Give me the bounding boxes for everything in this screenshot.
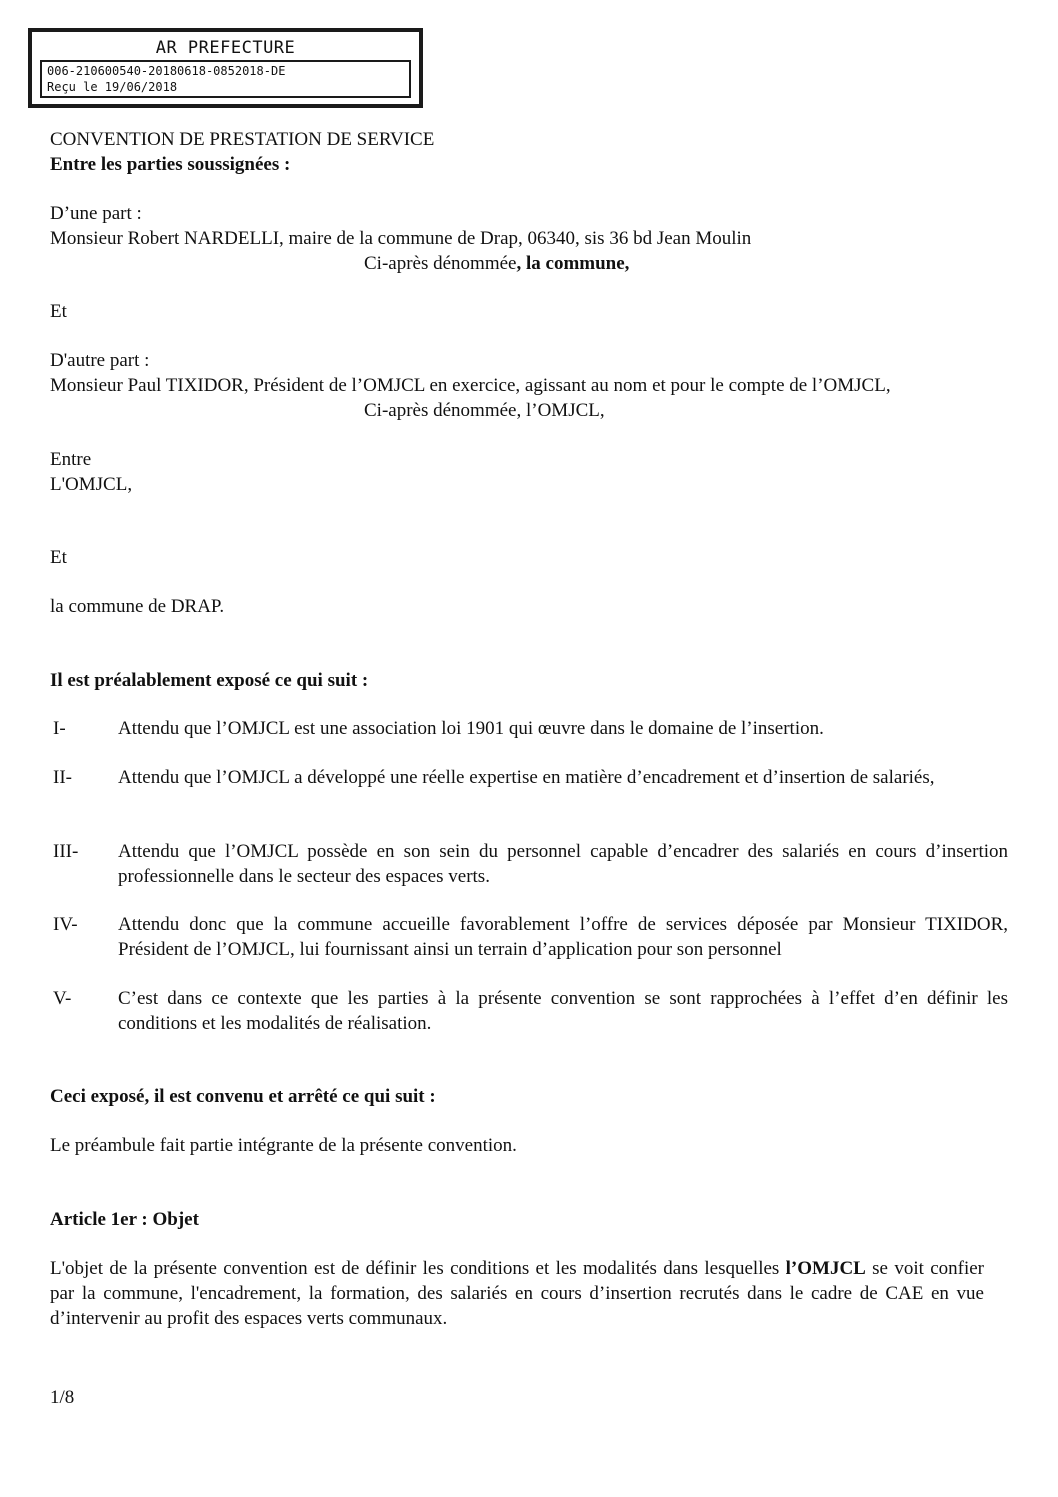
stamp-reference: 006-210600540-20180618-0852018-DE <box>47 64 286 78</box>
article-1-text-bold: l’OMJCL <box>785 1258 866 1279</box>
preamble-item-text: Attendu donc que la commune accueille favorablement l’offre de services déposée par Monsieur TIXIDOR, Président de l’OMJCL, lui fournissant ainsi un terrain d’application pour son personnel <box>118 914 1008 960</box>
commune-name: la commune de DRAP. <box>50 596 225 617</box>
parties-heading: Entre les parties soussignées : <box>50 154 291 175</box>
preamble-item-text: Attendu que l’OMJCL est une association loi 1901 qui œuvre dans le domaine de l’insertion. <box>118 718 824 739</box>
party-two-description: Monsieur Paul TIXIDOR, Président de l’OMJCL en exercice, agissant au nom et pour le compte de l’OMJCL, <box>50 375 891 396</box>
stamp-details <box>40 60 411 98</box>
preamble-item-number: III- <box>53 841 79 862</box>
party-one-designation <box>364 251 629 276</box>
et-separator-2: Et <box>50 547 67 568</box>
preamble-item-text: Attendu que l’OMJCL a développé une réelle expertise en matière d’encadrement et d’insertion de salariés, <box>118 767 935 788</box>
preamble-item-number: IV- <box>53 914 78 935</box>
stamp-title: AR PREFECTURE <box>155 38 296 58</box>
page-number: 1/8 <box>50 1387 75 1408</box>
preamble-item-number: V- <box>53 988 72 1009</box>
preamble-item-text: Attendu que l’OMJCL possède en son sein du personnel capable d’encadrer des salariés en cours d’insertion professionnelle dans le secteur des espaces verts. <box>118 841 1008 887</box>
article-1-heading: Article 1er : Objet <box>50 1209 199 1230</box>
article-1-text <box>50 1256 984 1331</box>
article-1-text-end: se voit confier par la commune, l'encadrement, la formation, des salariés en cours d’insertion recrutés dans le cadre de CAE en vue d’intervenir au profit des espaces verts communaux. <box>50 1258 984 1329</box>
agreement-heading: Ceci exposé, il est convenu et arrêté ce qui suit : <box>50 1086 436 1107</box>
prefecture-stamp <box>28 28 423 108</box>
stamp-received-date: Reçu le 19/06/2018 <box>47 80 178 94</box>
party-one-designation-prefix: Ci-après dénommée <box>364 253 517 274</box>
party-one-label: D’une part : <box>50 203 142 224</box>
between-label: Entre <box>50 449 92 470</box>
preamble-item-number: I- <box>53 718 66 739</box>
party-one-description: Monsieur Robert NARDELLI, maire de la commune de Drap, 06340, sis 36 bd Jean Moulin <box>50 228 752 249</box>
party-one-designation-name: , la commune, <box>516 253 630 274</box>
et-separator-1: Et <box>50 301 67 322</box>
between-party: L'OMJCL, <box>50 474 133 495</box>
preamble-item-text: C’est dans ce contexte que les parties à la présente convention se sont rapprochées à l’effet d’en définir les conditions et les modalités de réalisation. <box>118 988 1008 1034</box>
party-two-label: D'autre part : <box>50 350 150 371</box>
article-1-text-start: L'objet de la présente convention est de définir les conditions et les modalités dans lesquelles <box>50 1258 786 1279</box>
preamble-heading: Il est préalablement exposé ce qui suit : <box>50 670 369 691</box>
preamble-item-number: II- <box>53 767 72 788</box>
document-title: CONVENTION DE PRESTATION DE SERVICE <box>50 129 435 150</box>
party-two-designation: Ci-après dénommée, l’OMJCL, <box>364 400 605 421</box>
agreement-text: Le préambule fait partie intégrante de la présente convention. <box>50 1135 517 1156</box>
